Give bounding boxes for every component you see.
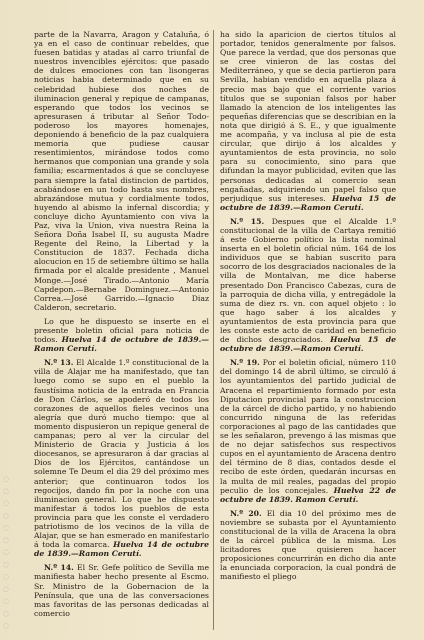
notice-number: N.º 19.: [230, 358, 260, 368]
library-watermark: ◌ ◌ ◌ ◌ ◌ ◌ ◌ ◌ ◌ ◌ ◌ ◌ ◌: [2, 474, 10, 630]
notice-20: N.º 20. El dia 10 del próximo mes de noviembre se subasta por el Ayuntamiento constitucional de la villa de Aracena la obra de la cárcel pública de la misma. Los licitadores que quisieren hacer proposiciones concurrirán en dicho dia ante la enunciada corporacion, la cual pondrá de manifiesto el pliego: [220, 508, 396, 582]
notice-15: N.º 15. Despues que el Alcalde 1.º constitucional de la villa de Cartaya remitió á este Gobierno político la lista nominal inserta en el boletin oficial núm. 164 de los individuos que se habian suscrito para socorro de los desgraciados nacionales de la villa de Montalvan, me dice haberse presentado Don Francisco Cabezas, cura de la parroquia de dicha villa, y entregádole la suma de diez rs. vn. con aquel objeto : lo que hago saber á los alcaldes y ayuntamientos de esta provincia para que les conste este acto de caridad en beneficio de dichos desgraciados. Huelva 15 de octubre de 1839.—Ramon Cerutí.: [220, 216, 396, 354]
signature: Ramon Cerutí.: [34, 344, 97, 354]
signature: Ramon Cerutí.: [300, 344, 364, 354]
notice-number: N.º 15.: [230, 216, 265, 226]
notice-number: N.º 13.: [44, 358, 74, 368]
notice-13: N.º 13. El Alcalde 1.º constitucional de la villa de Alajar me ha manifestado, que tan luego como se supo en el pueblo la faustísima noticia de la entrada en Francia de Don Cárlos, se apoderó de todos los corazones de aquellos fieles vecinos una alegría que duró mucho tiempo: que al momento dispusieron un repique general de campanas; pero al ver la circular del Ministerio de Gracia y Justicia á los diocesanos, se apresuraron á dar gracias al Dios de los Ejércitos, cantándose un solemne Te Deum el dia 29 del próximo mes anterior; que continuaron todos los regocijos, dando fin por la noche con una iluminacion general. Lo que he dispuesto manifestar á todos los pueblos de esta provincia para que les conste el verdadero patriotismo de los vecinos de la villa de Alajar, que se han esmerado en manifestarlo á toda la comarca. Huelva 14 de octubre de 1839.—Ramon Cerutí.: [34, 358, 209, 559]
left-column: [34, 30, 209, 635]
signature: Ramon Cerutí.: [295, 494, 359, 504]
signature: Ramon Cerutí.: [78, 549, 142, 559]
right-column: [220, 30, 396, 635]
continued-paragraph: parte de la Navarra, Aragon y Cataluña, ó ya en el caso de continuar rebeldes, que fuesen batidas y atadas al carro triunfal de nuestros invencibles ejércitos: que pasado de dulces emociones con tan lisongeras noticias habia determinado que en su celebridad hubiese dos noches de iluminacion general y repique de campanas, esperando que todos los vecinos se apresurasen á tributar al Señor Todo-poderoso los mayores homenajes, deponiendo á beneficio de la paz cualquiera memoria que pudiese causar resentimientos, mirándose todos como hermanos que componian una grande y sola familia; escarmentados á que se concluyese para siempre la fatal distincion de partidos, acabándose en un todo hasta sus nombres, abrazándose mutua y cordialmente todos, huyendo al abismo la infernal discordia; y concluye dicho Ayuntamiento con viva la Paz, viva la Union, viva nuestra Reina la Señora Doña Isabel II, su augusta Madre Regente del Reino, la Libertad y la Constitucion de 1837. Fechada dicha alocucion en 15 de setiembre último se halla firmada por el alcalde presidente , Manuel Monge.—José Tirado.—Antonio María Capdepon.—Bernabe Dominguez.—Antonio Correa.—José Garrido.—Ignacio Diaz Calderon, secretario.: [34, 30, 209, 312]
notice-number: N.º 14.: [44, 563, 74, 573]
paragraph: Lo que he dispuesto se inserte en el presente boletin oficial para noticia de todos. Huelva 14 de octubre de 1839.—Ramon Cerutí.: [34, 316, 209, 354]
notice-number: N.º 20.: [230, 508, 262, 518]
column-divider: [213, 30, 214, 630]
continued-paragraph: ha sido la aparicion de ciertos títulos al portador, tenidos generalmente por falsos. Que parece la verdad, que dos personas que se cree vinieron de las costas del Mediterráneo, y que se decia partieron para Sevilla, habian vendido en aquella plaza á precio mas bajo que el corriente varios títulos que se suponian falsos por haber llamado la atencion de los inteligentes las pequeñas diferencias que se describian en la nota que dirigió á S. E., y que igualmente me acompaña, y va inclusa al pie de esta circular, que dirijo á los alcaldes y ayuntamientos de esta provincia, no solo para su conocimiento, sino para que difundan la mayor publicidad, eviten que las personas dedicadas al comercio sean engañadas, adquiriendo un papel falso que perjudique sus intereses. Huelva 15 de octubre de 1839.—Ramon Cerutí.: [220, 30, 396, 212]
notice-14: N.º 14. El Sr. Gefe político de Sevilla me manifiesta haber hecho presente al Escmo. Sr. Ministro de la Gobernacion de la Península, que una de las conversaciones mas favoritas de las personas dedicadas al comercio: [34, 563, 209, 618]
signature: Ramon Cerutí.: [300, 202, 364, 212]
notice-19: N.º 19. Por el boletin oficial, número 110 del domingo 14 de abril último, se circuló á los ayuntamientos del partido judicial de Aracena el repartimiento formado por esta Diputacion provincial para la construccion de la cárcel de dicho partido, y no habiendo concurrido ninguna de las referidas corporaciones al pago de las cantidades que se les señalaron, prevengo á las mismas que de no dejar satisfechos sus respectivos cupos en el ayuntamiento de Aracena dentro del término de 8 dias, contados desde el recibo de este órden, quedarán incursas en la multa de mil reales, pagadas del propio peculio de los concejales. Huelva 22 de octubre de 1839. Ramon Cerutí.: [220, 358, 396, 504]
